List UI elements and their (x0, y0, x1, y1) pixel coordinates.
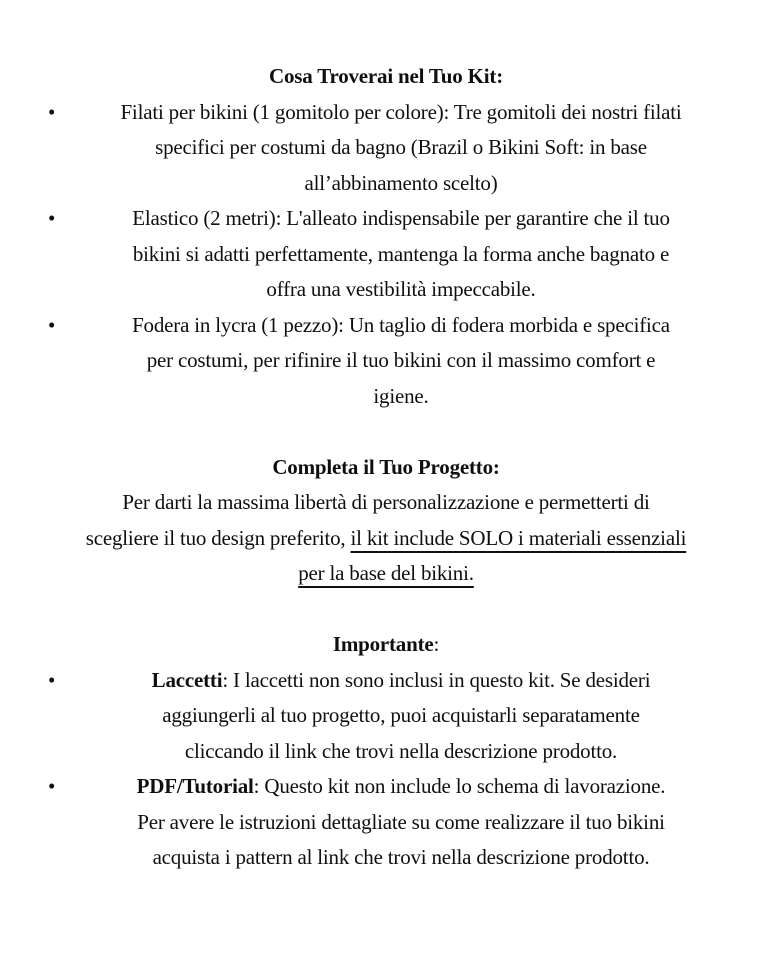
list-item-pdf-tutorial (20, 769, 752, 876)
list-item-laccetti (20, 663, 752, 770)
text-line: per costumi, per rifinire il tuo bikini con il massimo comfort e (146, 348, 656, 372)
text-line: Fodera in lycra (1 pezzo): Un taglio di fodera morbida e specifica (132, 312, 670, 337)
text-line: cliccando il link che trovi nella descrizione prodotto. (184, 738, 618, 763)
bold-lead: Laccetti (151, 667, 223, 692)
underlined-text: il kit include SOLO i materiali essenziali (350, 525, 687, 550)
text-line: specifici per costumi da bagno (Brazil o Bikini Soft: in base (155, 135, 647, 159)
underlined-text: per la base del bikini. (298, 561, 474, 585)
project-heading: Completa il Tuo Progetto: (272, 454, 500, 479)
text-segment: : I laccetti non sono inclusi in questo kit. Se desideri (222, 667, 651, 692)
bullet-icon: • (48, 312, 56, 337)
bullet-icon: • (48, 667, 56, 692)
text-segment: scegliere il tuo design preferito, (85, 525, 351, 550)
list-item-fodera (20, 308, 752, 415)
text-line (20, 521, 752, 557)
text-segment: : (433, 632, 440, 656)
text-line: aggiungerli al tuo progetto, puoi acquistarli separatamente (162, 703, 640, 727)
bullet-icon: • (48, 206, 56, 230)
important-heading (20, 627, 752, 663)
text-line: Filati per bikini (1 gomitolo per colore): Tre gomitoli dei nostri filati (120, 99, 682, 124)
bold-lead: PDF/Tutorial (136, 774, 254, 798)
text-line: Per darti la massima libertà di personalizzazione e permetterti di (122, 490, 650, 514)
text-segment: : Questo kit non include lo schema di lavorazione. (253, 774, 666, 798)
list-item-filati (20, 95, 752, 202)
bullet-icon: • (48, 774, 56, 798)
text-line: Elastico (2 metri): L'alleato indispensabile per garantire che il tuo (132, 206, 670, 230)
bullet-icon: • (48, 99, 56, 124)
bold-lead: Importante (332, 632, 434, 656)
text-line: igiene. (373, 383, 429, 408)
text-line: offra una vestibilità impeccabile. (266, 277, 536, 301)
text-line: acquista i pattern al link che trovi nella descrizione prodotto. (152, 845, 650, 869)
text-line (50, 663, 752, 699)
text-line: bikini si adatti perfettamente, mantenga la forma anche bagnato e (132, 241, 670, 266)
section-gap (20, 414, 752, 450)
kit-heading: Cosa Troverai nel Tuo Kit: (269, 64, 503, 88)
section-gap (20, 592, 752, 628)
text-line: all’abbinamento scelto) (304, 170, 498, 195)
list-item-elastico (20, 201, 752, 308)
text-line (20, 556, 752, 592)
text-line (50, 769, 752, 805)
text-line: Per avere le istruzioni dettagliate su come realizzare il tuo bikini (137, 809, 665, 834)
